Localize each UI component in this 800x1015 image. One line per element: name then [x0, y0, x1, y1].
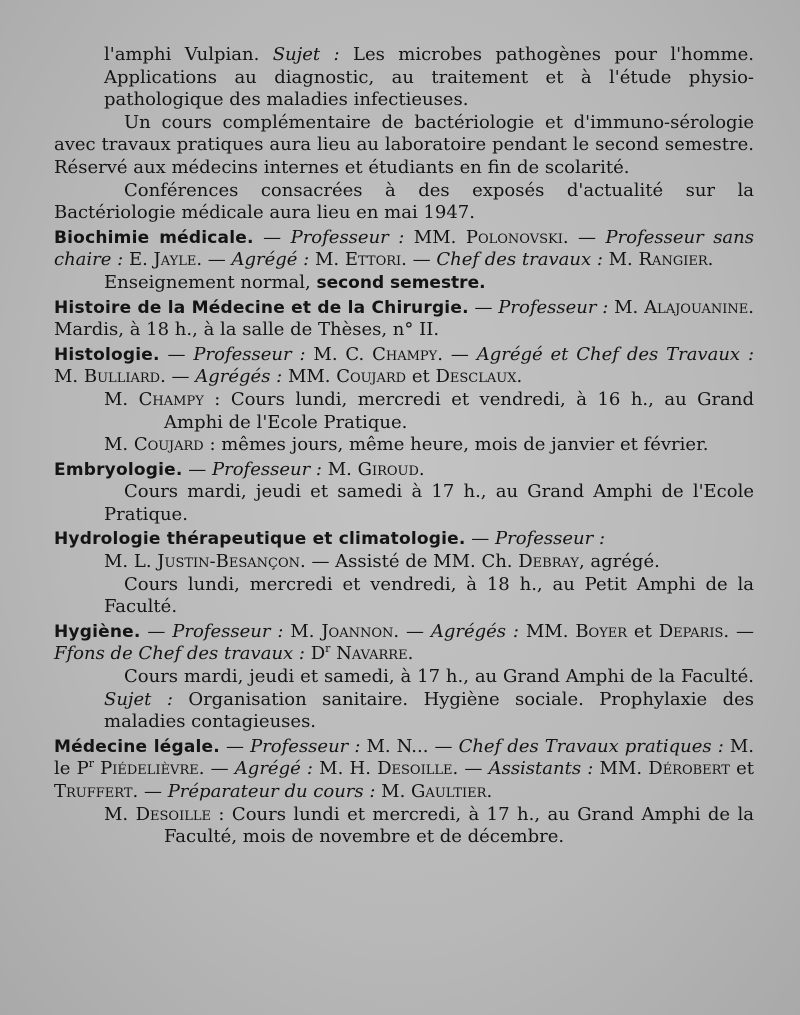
- separator: . —: [401, 249, 437, 271]
- section-biochimie: [54, 227, 754, 272]
- section-hydrologie: [54, 528, 754, 551]
- histologie-course-1: [54, 389, 754, 434]
- person-name: Bulliard: [83, 366, 161, 388]
- person-name: Joannon: [321, 620, 394, 642]
- person-name: Piédelièvre: [93, 758, 199, 780]
- name-prefix: MM.: [282, 366, 337, 388]
- person-name: Desclaux: [435, 366, 517, 388]
- document-body: [54, 44, 754, 849]
- separator: . —: [196, 249, 232, 271]
- separator: . —: [393, 620, 431, 642]
- embryologie-schedule: Cours mardi, jeudi et samedi à 17 h., au Grand Amphi de l'Ecole Pratique.: [104, 481, 754, 525]
- section-hygiene: [54, 621, 754, 666]
- separator: . —: [132, 781, 168, 802]
- person-name: Champy: [138, 388, 204, 410]
- separator: . —: [198, 758, 235, 780]
- name-prefix: M.: [321, 458, 358, 480]
- section-title: Histoire de la Médecine et de la Chirurgie.: [54, 297, 469, 318]
- separator: —: [159, 343, 194, 365]
- punctuation: , agrégé.: [578, 551, 660, 573]
- role-label: Professeur :: [498, 296, 609, 318]
- person-name: Polonovski: [465, 226, 563, 248]
- person-name: Coujard: [133, 434, 204, 456]
- section-medecine-legale: [54, 736, 754, 804]
- role-label: Agrégés :: [195, 366, 283, 388]
- person-name: Jayle: [153, 249, 197, 271]
- name-prefix: M.: [375, 781, 412, 802]
- person-name: Desoille: [377, 758, 453, 780]
- separator: —: [468, 296, 499, 318]
- person-name: Desoille: [135, 803, 211, 825]
- superscript: r: [88, 757, 94, 771]
- person-name: Champy: [372, 343, 438, 365]
- role-label: Agrégé :: [231, 249, 310, 271]
- separator: —: [219, 735, 251, 757]
- histologie-course-2: [54, 434, 754, 457]
- person-name: Gaultier: [411, 781, 487, 802]
- person-name: Giroud: [357, 458, 419, 480]
- intro-text: Les microbes pathogènes pour l'homme. Applications au diagnostic, au traitement et à l'étude physio-pathologique des maladies infectieuses.: [104, 44, 754, 111]
- biochimie-schedule: [54, 272, 754, 295]
- person-name: Ettori: [344, 249, 402, 271]
- name-prefix: M.: [602, 249, 639, 271]
- section-title: Hydrologie thérapeutique et climatologie.: [54, 529, 466, 550]
- role-label: Agrégés :: [430, 620, 519, 642]
- name-prefix: M. L.: [104, 551, 158, 573]
- person-name: Coujard: [336, 366, 407, 388]
- section-title: Médecine légale.: [54, 736, 220, 757]
- schedule-text: : Cours lundi, mercredi et vendredi, à 16 h., au Grand Amphi de l'Ecole Pratique.: [164, 388, 754, 433]
- separator: —: [140, 620, 173, 642]
- intro-paragraph-1: [54, 44, 754, 112]
- separator: . —: [562, 226, 606, 248]
- role-label: Professeur :: [172, 620, 284, 642]
- separator: . —: [437, 343, 477, 365]
- name-prefix: M.: [608, 296, 645, 318]
- name-prefix: MM.: [518, 620, 576, 642]
- punctuation: .: [418, 458, 425, 480]
- medecine-legale-course: [54, 804, 754, 849]
- separator: . —: [452, 758, 489, 780]
- separator: —: [465, 528, 496, 550]
- intro-paragraph-3: Conférences consacrées à des exposés d'actualité sur la Bactériologie médicale aura lieu en mai 1947.: [54, 179, 754, 224]
- name-prefix: MM.: [593, 758, 649, 780]
- section-histoire: [54, 297, 754, 342]
- person-name: Truffert: [54, 781, 133, 802]
- staff-text: . — Assisté de MM. Ch.: [300, 551, 519, 573]
- section-title: Biochimie médicale.: [54, 227, 254, 248]
- punctuation: .: [407, 643, 414, 665]
- conjunction: et: [729, 758, 754, 780]
- punctuation: .: [516, 366, 523, 388]
- section-histologie: [54, 344, 754, 389]
- name-prefix: M.: [104, 388, 139, 410]
- intro-text: l'amphi Vulpian.: [104, 44, 273, 65]
- role-label: Professeur :: [193, 343, 306, 365]
- section-title: Embryologie.: [54, 459, 183, 480]
- semester-emphasis: second semestre.: [316, 272, 486, 293]
- person-name: Rangier: [638, 249, 708, 271]
- conjunction: et: [406, 366, 436, 388]
- role-label: Préparateur du cours :: [167, 781, 376, 802]
- superscript: r: [325, 642, 331, 656]
- role-label: Ffons de Chef des travaux :: [54, 643, 305, 665]
- name-prefix: M.: [104, 434, 134, 456]
- name-prefix: M.: [309, 249, 345, 271]
- role-label: Professeur :: [250, 735, 361, 757]
- punctuation: .: [707, 249, 714, 271]
- role-label: Professeur :: [495, 528, 606, 550]
- person-name: Boyer: [575, 620, 628, 642]
- person-name: Alajouanine: [644, 296, 749, 318]
- person-name: Debray: [518, 551, 579, 573]
- role-label: Professeur :: [290, 226, 405, 248]
- name-prefix: M. N... —: [360, 735, 459, 757]
- hygiene-schedule: [54, 666, 754, 734]
- name-prefix: M. le P: [54, 735, 755, 780]
- person-name: Justin-Besançon: [157, 551, 300, 573]
- role-label: Chef des travaux :: [436, 249, 603, 271]
- separator: —: [253, 226, 291, 248]
- punctuation: .: [486, 781, 493, 802]
- hydrologie-schedule: Cours lundi, mercredi et vendredi, à 18 h., au Petit Amphi de la Faculté.: [104, 573, 754, 618]
- schedule-text: . Mardis, à 18 h., à la salle de Thèses, n° II.: [54, 296, 755, 341]
- name-prefix: M. C.: [305, 343, 373, 365]
- name-prefix: D: [304, 643, 326, 665]
- name-prefix: E.: [123, 249, 154, 271]
- separator: . —: [723, 620, 754, 642]
- role-label: Professeur :: [211, 458, 322, 480]
- name-prefix: MM.: [404, 226, 466, 248]
- person-name: Navarre: [330, 643, 408, 665]
- section-title: Hygiène.: [54, 621, 141, 642]
- hydrologie-staff: [54, 551, 754, 574]
- role-label: Professeur sans chaire :: [54, 226, 754, 271]
- schedule-text: Enseignement normal,: [104, 271, 317, 293]
- schedule-text: Organisation sanitaire. Hygiène sociale. Prophylaxie des maladies contagieuses.: [104, 688, 754, 733]
- sujet-label: Sujet :: [272, 44, 340, 65]
- person-name: Dérobert: [648, 758, 730, 780]
- role-label: Agrégé :: [234, 758, 313, 780]
- name-prefix: M.: [104, 803, 136, 825]
- section-title: Histologie.: [54, 344, 160, 365]
- separator: . —: [160, 366, 196, 388]
- name-prefix: M.: [283, 620, 322, 642]
- person-name: Deparis: [658, 620, 724, 642]
- role-label: Chef des Travaux pratiques :: [458, 735, 724, 757]
- schedule-text: Cours mardi, jeudi et samedi, à 17 h., au Grand Amphi de la Faculté.: [124, 666, 754, 688]
- conjunction: et: [627, 620, 659, 642]
- separator: —: [182, 458, 212, 480]
- name-prefix: M.: [54, 366, 84, 388]
- intro-paragraph-2: Un cours complémentaire de bactériologie et d'immuno-sérologie avec travaux pratiques aura lieu au laboratoire pendant le second semestre. Réservé aux médecins internes et étudiants en fin de scolarité.: [54, 111, 754, 178]
- name-prefix: M. H.: [313, 758, 378, 780]
- section-embryologie: [54, 459, 754, 482]
- role-label: Assistants :: [488, 758, 594, 780]
- schedule-text: : mêmes jours, même heure, mois de janvier et février.: [203, 434, 709, 456]
- schedule-text: : Cours lundi et mercredi, à 17 h., au Grand Amphi de la Faculté, mois de novembre et de décembre.: [164, 803, 754, 848]
- sujet-label: Sujet :: [104, 688, 173, 710]
- role-label: Agrégé et Chef des Travaux :: [476, 343, 755, 365]
